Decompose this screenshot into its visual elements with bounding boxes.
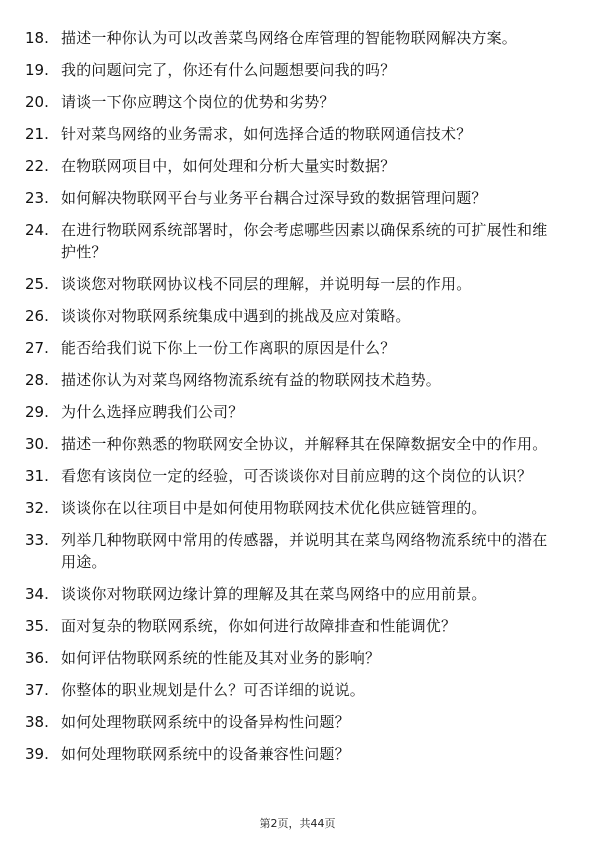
question-number: 23. [25,189,49,207]
question-number: 32. [25,499,49,517]
question-text: 谈谈你在以往项目中是如何使用物联网技术优化供应链管理的。 [61,499,487,517]
question-number: 21. [25,125,49,143]
question-item [0,59,595,81]
question-text: 能否给我们说下你上一份工作离职的原因是什么？ [61,339,396,357]
question-text: 谈谈你对物联网边缘计算的理解及其在菜鸟网络中的应用前景。 [61,585,487,603]
question-number: 29. [25,403,49,421]
question-item [0,401,595,423]
question-number: 19. [25,61,49,79]
question-item [0,187,595,209]
question-number: 38. [25,713,49,731]
question-number: 24. [25,221,49,239]
question-number: 31. [25,467,49,485]
question-item [0,219,595,263]
question-text: 在物联网项目中，如何处理和分析大量实时数据？ [61,157,396,175]
question-text: 如何处理物联网系统中的设备异构性问题？ [61,713,350,731]
question-item [0,583,595,605]
question-text: 谈谈你对物联网系统集成中遇到的挑战及应对策略。 [61,307,411,325]
page-footer: 第2页，共44页 [259,817,336,830]
question-item [0,433,595,455]
question-number: 37. [25,681,49,699]
question-number: 39. [25,745,49,763]
question-text: 描述一种你熟悉的物联网安全协议，并解释其在保障数据安全中的作用。 [61,435,548,453]
question-item [0,305,595,327]
question-text: 请谈一下你应聘这个岗位的优势和劣势？ [61,93,335,111]
question-number: 35. [25,617,49,635]
question-text: 为什么选择应聘我们公司？ [61,403,244,421]
question-item [0,91,595,113]
question-number: 30. [25,435,49,453]
question-list [0,27,595,775]
question-item [0,647,595,669]
question-text: 在进行物联网系统部署时，你会考虑哪些因素以确保系统的可扩展性和维护性？ [61,221,548,261]
question-text: 如何解决物联网平台与业务平台耦合过深导致的数据管理问题？ [61,189,487,207]
question-item [0,679,595,701]
question-text: 你整体的职业规划是什么？可否详细的说说。 [61,681,366,699]
question-text: 如何处理物联网系统中的设备兼容性问题？ [61,745,350,763]
question-text: 谈谈您对物联网协议栈不同层的理解，并说明每一层的作用。 [61,275,472,293]
question-item [0,465,595,487]
question-number: 20. [25,93,49,111]
question-item [0,123,595,145]
question-item [0,155,595,177]
question-number: 22. [25,157,49,175]
question-text: 针对菜鸟网络的业务需求，如何选择合适的物联网通信技术？ [61,125,472,143]
question-item [0,337,595,359]
question-text: 描述一种你认为可以改善菜鸟网络仓库管理的智能物联网解决方案。 [61,29,518,47]
question-item [0,743,595,765]
question-number: 18. [25,29,49,47]
question-number: 28. [25,371,49,389]
question-number: 26. [25,307,49,325]
question-number: 33. [25,531,49,549]
question-number: 27. [25,339,49,357]
question-text: 如何评估物联网系统的性能及其对业务的影响？ [61,649,381,667]
question-item [0,615,595,637]
question-item [0,369,595,391]
question-number: 34. [25,585,49,603]
question-text: 我的问题问完了，你还有什么问题想要问我的吗？ [61,61,396,79]
question-item [0,711,595,733]
question-item [0,529,595,573]
question-item [0,27,595,49]
question-number: 36. [25,649,49,667]
question-text: 面对复杂的物联网系统，你如何进行故障排查和性能调优？ [61,617,457,635]
question-text: 列举几种物联网中常用的传感器，并说明其在菜鸟网络物流系统中的潜在用途。 [61,531,548,571]
question-text: 看您有该岗位一定的经验，可否谈谈你对目前应聘的这个岗位的认识？ [61,467,533,485]
question-item [0,497,595,519]
question-number: 25. [25,275,49,293]
question-text: 描述你认为对菜鸟网络物流系统有益的物联网技术趋势。 [61,371,442,389]
question-item [0,273,595,295]
